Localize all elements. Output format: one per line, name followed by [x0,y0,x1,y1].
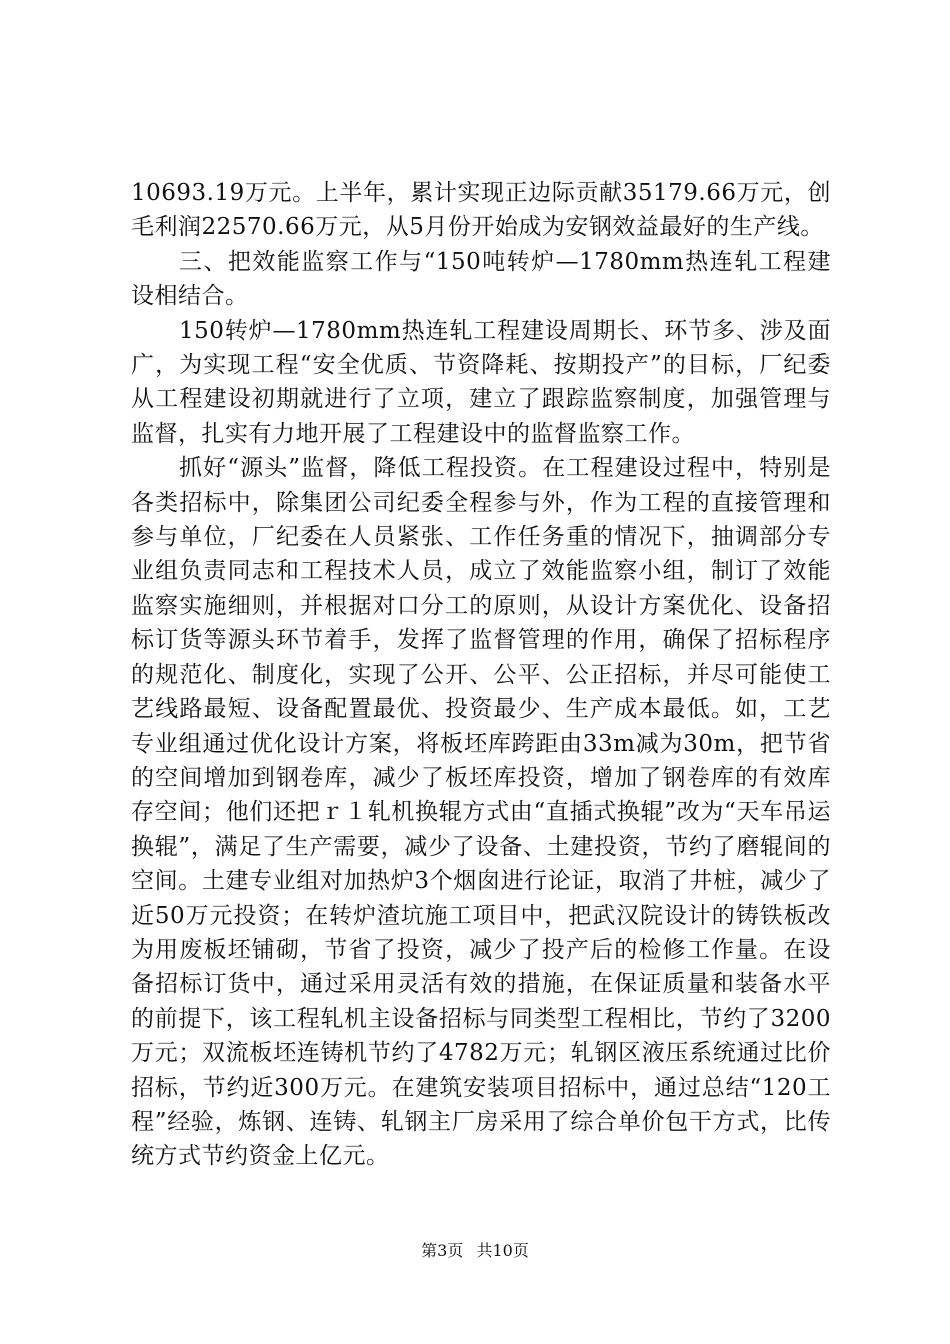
page-number: 第3页 [421,1241,464,1260]
document-body [131,176,831,1174]
paragraph-continuation: 10693.19万元。上半年，累计实现正边际贡献35179.66万元，创毛利润22570.66万元，从5月份开始成为安钢效益最好的生产线。 [131,180,831,241]
paragraph-source-supervision: 抓好“源头”监督，降低工程投资。在工程建设过程中，特别是各类招标中，除集团公司纪委全程参与外，作为工程的直接管理和参与单位，厂纪委在人员紧张、工作任务重的情况下，抽调部分专业组负责同志和工程技术人员，成立了效能监察小组，制订了效能监察实施细则，并根据对口分工的原则，从设计方案优化、设备招标订货等源头环节着手，发挥了监督管理的作用，确保了招标程序的规范化、制度化，实现了公开、公平、公正招标，并尽可能使工艺线路最短、设备配置最优、投资最少、生产成本最低。如，工艺专业组通过优化设计方案，将板坯库跨距由33m减为30m，把节省的空间增加到钢卷库，减少了板坯库投资，增加了钢卷库的有效库存空间；他们还把ｒ１轧机换辊方式由“直插式换辊”改为“天车吊运换辊”，满足了生产需要，减少了设备、土建投资，节约了磨辊间的空间。土建专业组对加热炉3个烟囱进行论证，取消了井桩，减少了近50万元投资；在转炉渣坑施工项目中，把武汉院设计的铸铁板改为用废板坯铺砌，节省了投资，减少了投产后的检修工作量。在设备招标订货中，通过采用灵活有效的措施，在保证质量和装备水平的前提下，该工程轧机主设备招标与同类型工程相比，节约了3200万元；双流板坯连铸机节约了4782万元；轧钢区液压系统通过比价招标，节约近300万元。在建筑安装项目招标中，通过总结“120工程”经验，炼钢、连铸、轧钢主厂房采用了综合单价包干方式，比传统方式节约资金上亿元。 [131,455,831,1170]
page-footer [0,1240,950,1262]
page-total: 共10页 [476,1241,529,1260]
paragraph-project-overview: 150转炉—1780mm热连轧工程建设周期长、环节多、涉及面广，为实现工程“安全优质、节资降耗、按期投产”的目标，厂纪委从工程建设初期就进行了立项，建立了跟踪监察制度，加强管理与监督，扎实有力地开展了工程建设中的监督监察工作。 [131,317,831,447]
section-heading-3: 三、把效能监察工作与“150吨转炉—1780mm热连轧工程建设相结合。 [131,248,831,310]
